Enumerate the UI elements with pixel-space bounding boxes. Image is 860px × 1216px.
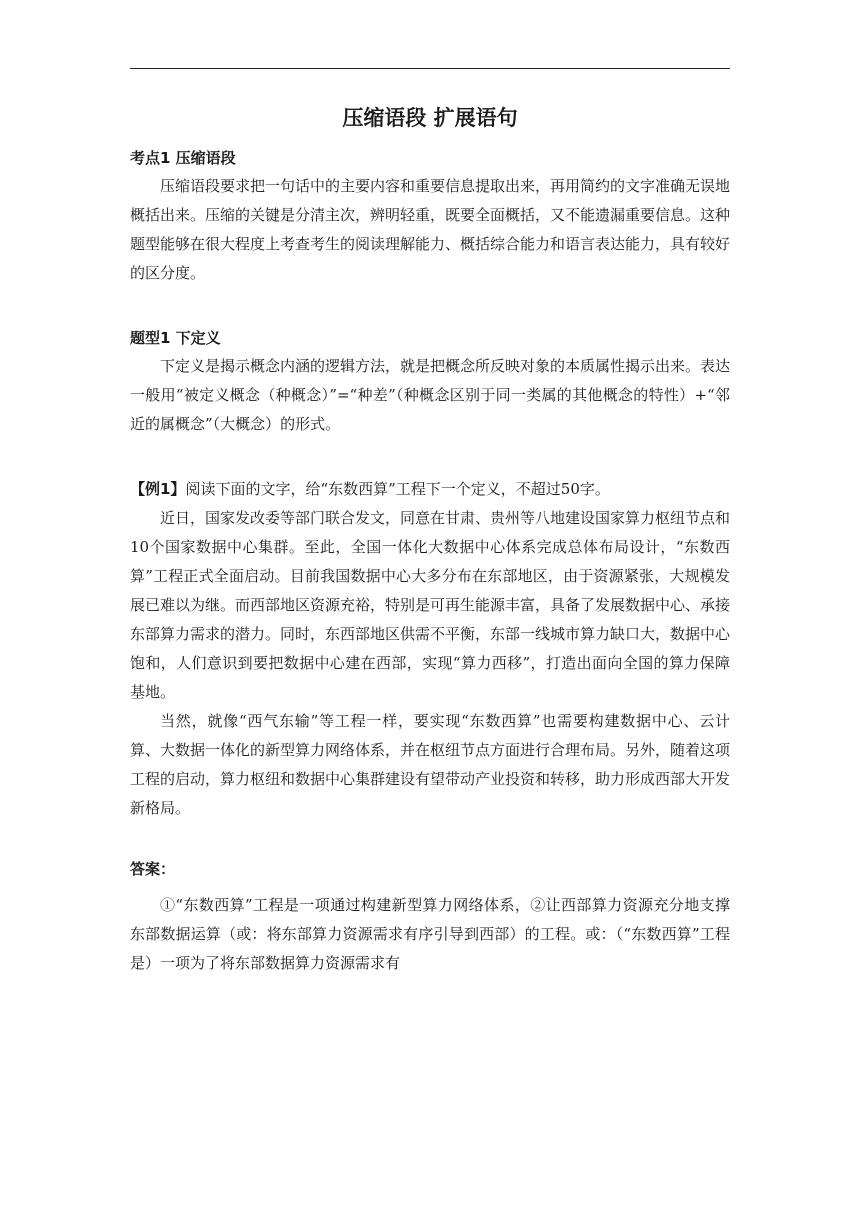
example-paragraph-2: 当然，就像“西气东输”等工程一样，要实现“东数西算”也需要构建数据中心、云计算、大数据一体化的新型算力网络体系，并在枢纽节点方面进行合理布局。另外，随着这项工程的启动，算力枢纽和数据中心集群建设有望带动产业投资和转移，助力形成西部大开发新格局。 xyxy=(130,712,731,817)
section-heading-kaodian1: 考点1 压缩语段 xyxy=(130,149,236,167)
example-prompt xyxy=(130,475,730,504)
spacer xyxy=(130,823,730,855)
example-paragraph-1: 近日，国家发改委等部门联合发文，同意在甘肃、贵州等八地建设国家算力枢纽节点和10个国家数据中心集群。至此，全国一体化大数据中心体系完成总体布局设计，“东数西算”工程正式全面启动。目前我国数据中心大多分布在东部地区，由于资源紧张，大规模发展已难以为继。而西部地区资源充裕，特别是可再生能源丰富，具备了发展数据中心、承接东部算力需求的潜力。同时，东西部地区供需不平衡，东部一线城市算力缺口大，数据中心饱和，人们意识到要把数据中心建在西部，实现“算力西移”，打造出面向全国的算力保障基地。 xyxy=(130,509,731,701)
section-paragraph-kaodian1: 压缩语段要求把一句话中的主要内容和重要信息提取出来，再用简约的文字准确无误地概括出来。压缩的关键是分清主次，辨明轻重，既要全面概括，又不能遗漏重要信息。这种题型能够在很大程度上考查考生的阅读理解能力、概括综合能力和语言表达能力，具有较好的区分度。 xyxy=(130,177,731,282)
section-paragraph-tixing1: 下定义是揭示概念内涵的逻辑方法，就是把概念所反映对象的本质属性揭示出来。表达一般用“被定义概念（种概念）”=“种差”（种概念区别于同一类属的其他概念的特性）+“邻近的属概念”（大概念）的形式。 xyxy=(130,357,731,433)
example-label: 【例1】 xyxy=(130,480,186,498)
answer-paragraph: ①“东数西算”工程是一项通过构建新型算力网络体系，②让西部算力资源充分地支撑东部数据运算（或：将东部算力资源需求有序引导到西部）的工程。或：（“东数西算”工程是）一项为了将东部数据算力资源需求有 xyxy=(130,896,730,972)
page-title: 压缩语段 扩展语句 xyxy=(342,106,518,130)
header-rule xyxy=(130,68,730,69)
spacer xyxy=(130,883,730,891)
answer-heading: 答案： xyxy=(130,860,176,878)
spacer xyxy=(130,439,730,475)
example-prompt-text: 阅读下面的文字，给“东数西算”工程下一个定义，不超过50字。 xyxy=(185,480,610,498)
document-body xyxy=(130,98,730,978)
spacer xyxy=(130,288,730,324)
section-heading-tixing1: 题型1 下定义 xyxy=(130,329,221,347)
